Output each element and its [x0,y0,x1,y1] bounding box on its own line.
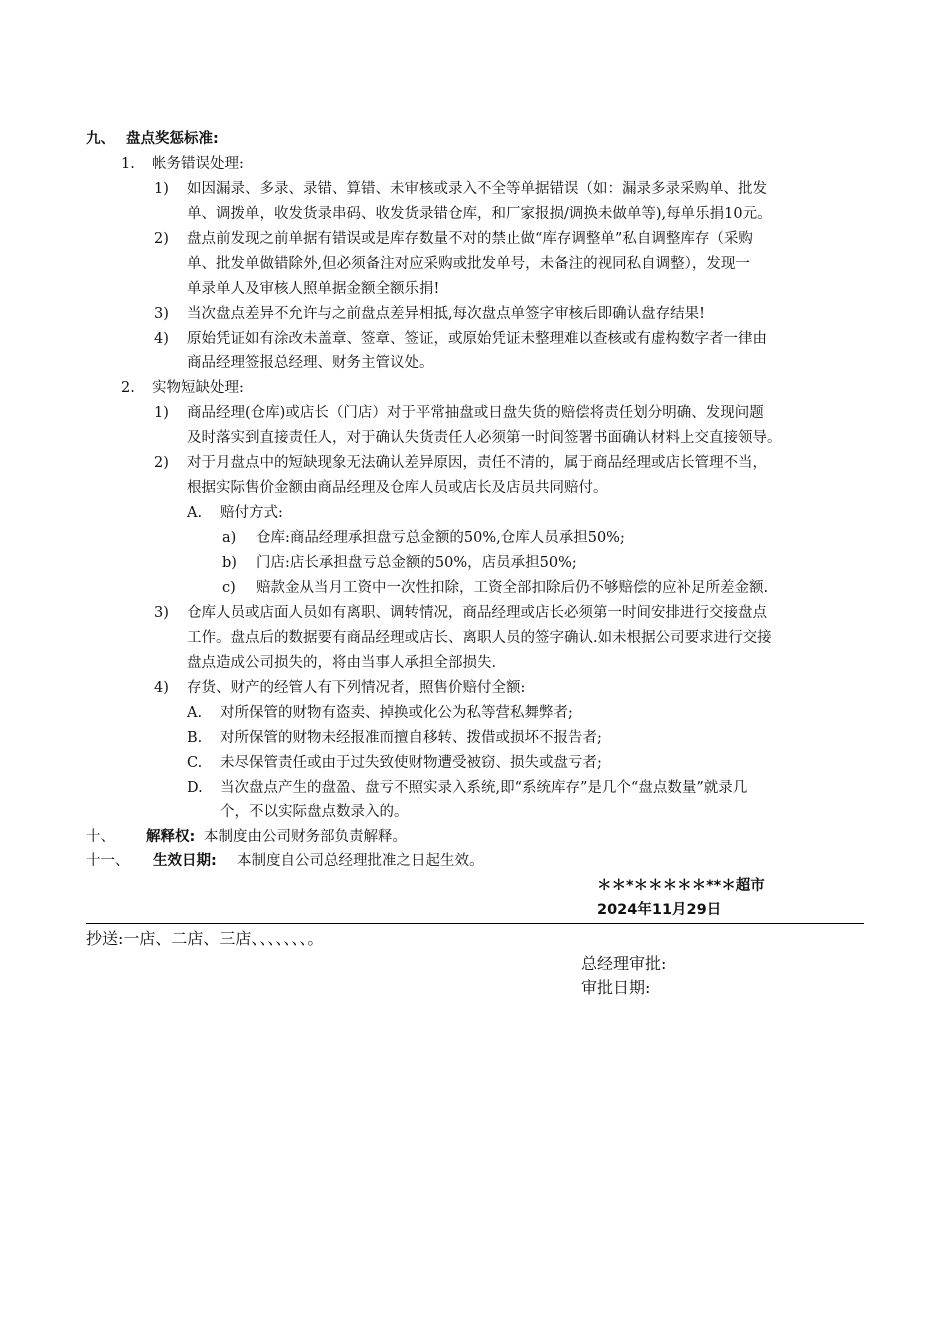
item-number: 3) [154,605,169,621]
case-text: 未尽保管责任或由于过失致使财物遭受被窃、损失或盘亏者; [220,755,602,771]
case-text: 对所保管的财物未经报准而擅自移转、拨借或损坏不报告者; [220,730,602,746]
item-text: 商品经理签报总经理、财务主管议处。 [187,355,434,371]
case-number: D. [187,780,203,796]
payment-item-text: 门店:店长承担盘亏总金额的50%，店员承担50%; [256,555,577,571]
payment-item-number: a) [222,530,237,546]
item-text: 当次盘点差异不允许与之前盘点差异相抵,每次盘点单签字审核后即确认盘存结果! [187,306,705,322]
case-number: B. [187,730,203,746]
case-text: 个，不以实际盘点数录入的。 [220,804,409,820]
case-text: 当次盘点产生的盘盈、盘亏不照实录入系统,即“系统库存”是几个“盘点数量”就录几 [220,780,748,796]
item-text: 及时落实到直接责任人，对于确认失货责任人必须第一时间签署书面确认材料上交直接领导。 [187,430,782,446]
case-number: A. [187,705,203,721]
item-text: 根据实际售价金额由商品经理及仓库人员或店长及店员共同赔付。 [187,480,608,496]
section-11-number: 十一、 [86,853,130,869]
payment-number: A. [187,505,203,521]
part-1-title: 帐务错误处理: [152,156,244,172]
item-text: 单、批发单做错除外,但必须备注对应采购或批发单号，未备注的视同私自调整），发现一 [187,256,750,272]
item-number: 1) [154,405,169,421]
item-number: 4) [154,331,169,347]
section-11-text: 本制度自公司总经理批准之日起生效。 [237,853,484,869]
payment-title: 赔付方式: [220,505,283,521]
item-text: 存货、财产的经管人有下列情况者，照售价赔付全额: [187,680,526,696]
section-9-number: 九、 [86,131,115,147]
payment-item-text: 仓库:商品经理承担盘亏总金额的50%,仓库人员承担50%; [256,530,625,546]
item-text: 商品经理(仓库)或店长（门店）对于平常抽盘或日盘失货的赔偿将责任划分明确、发现问题 [187,405,764,421]
gm-approval-label: 总经理审批: [581,954,667,973]
item-text: 盘点前发现之前单据有错误或是库存数量不对的禁止做“库存调整单”私自调整库存（采购 [187,231,753,247]
item-number: 2) [154,455,169,471]
divider-line [86,923,864,924]
item-text: 仓库人员或店面人员如有离职、调转情况，商品经理或店长必须第一时间安排进行交接盘点 [187,605,767,621]
item-number: 1) [154,181,169,197]
case-number: C. [187,755,203,771]
section-11-label: 生效日期: [153,853,217,869]
case-text: 对所保管的财物有盗卖、掉换或化公为私等营私舞弊者; [220,705,573,721]
item-text: 单、调拨单，收发货录串码、收发货录错仓库，和厂家报损/调换未做单等),每单乐捐10元。 [187,206,772,222]
item-number: 3) [154,306,169,322]
payment-item-number: b) [222,555,237,571]
item-text: 如因漏录、多录、录错、算错、未审核或录入不全等单据错误（如：漏录多录采购单、批发 [187,181,767,197]
section-10-label: 解释权: [146,829,196,845]
item-text: 盘点造成公司损失的，将由当事人承担全部损失. [187,655,497,671]
item-text: 对于月盘点中的短缺现象无法确认差异原因，责任不清的，属于商品经理或店长管理不当， [187,455,767,471]
section-9-title: 盘点奖惩标准: [126,131,219,147]
payment-item-text: 赔款金从当月工资中一次性扣除，工资全部扣除后仍不够赔偿的应补足所差金额. [256,580,769,596]
item-number: 4) [154,680,169,696]
item-text: 工作。盘点后的数据要有商品经理或店长、离职人员的签字确认.如未根据公司要求进行交接 [187,630,772,646]
signature-company: ＊＊*＊＊＊＊＊**＊超市 [597,878,765,894]
approval-date-label: 审批日期: [581,978,651,997]
signature-date: 2024年11月29日 [597,902,722,918]
part-1-number: 1. [121,156,135,172]
section-10-text: 本制度由公司财务部负责解释。 [204,829,407,845]
cc-line: 抄送:一店、二店、三店、、、、、、、。 [86,929,324,948]
item-text: 单录单人及审核人照单据金额全额乐捐! [187,281,440,297]
payment-item-number: c) [222,580,236,596]
part-2-title: 实物短缺处理: [152,380,244,396]
item-text: 原始凭证如有涂改未盖章、签章、签证，或原始凭证未整理难以查核或有虚构数字者一律由 [187,331,767,347]
section-10-number: 十、 [86,829,115,845]
part-2-number: 2. [121,380,135,396]
item-number: 2) [154,231,169,247]
